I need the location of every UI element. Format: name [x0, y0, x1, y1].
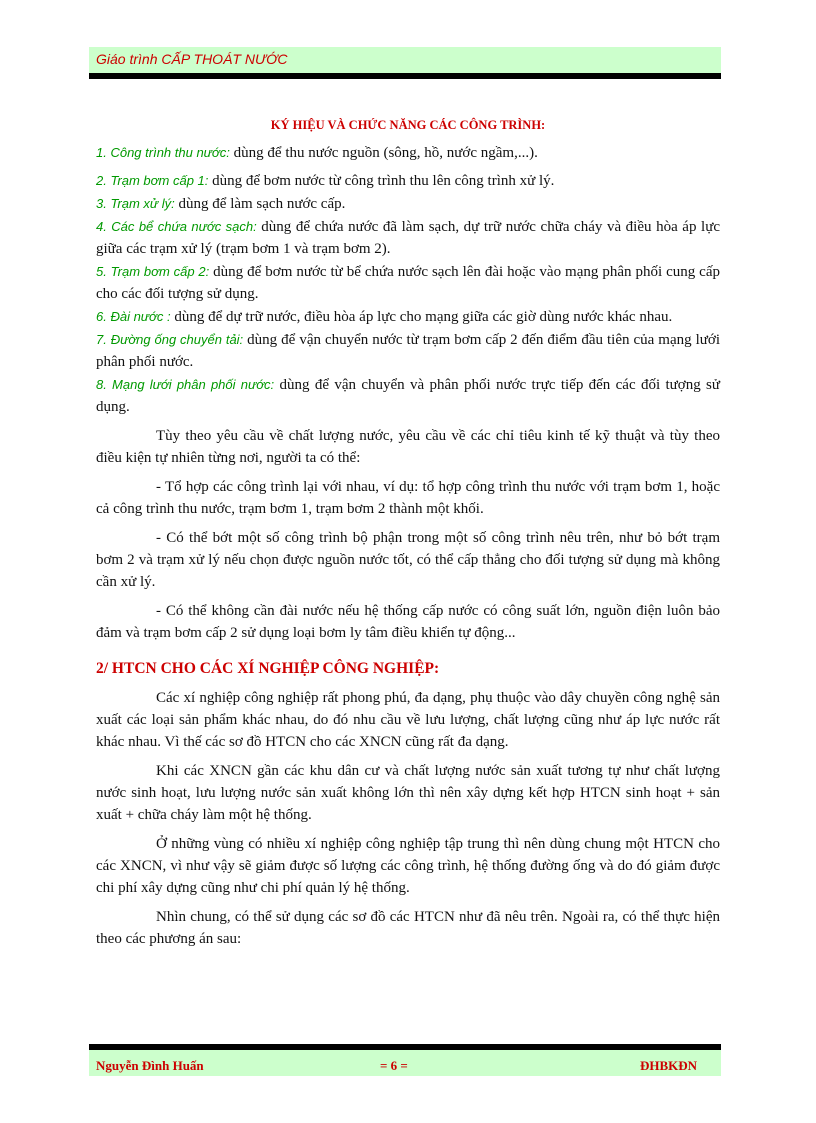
paragraph: Các xí nghiệp công nghiệp rất phong phú, đa dạng, phụ thuộc vào dây chuyền công nghệ sản xuất các loại sản phẩm khác nhau, do đó nhu cầu về lưu lượng, chất lượng cũng như áp lực nước rất khác nhau. Vì thế các sơ đồ HTCN cho các XNCN cũng rất đa dạng.	[96, 690, 720, 750]
footer-author: Nguyễn Đình Huấn	[96, 1058, 204, 1073]
item-label: 1. Công trình thu nước:	[96, 145, 230, 160]
item-label: 8. Mạng lưới phân phối nước:	[96, 377, 275, 392]
list-item	[96, 374, 720, 418]
section-heading: 2/ HTCN CHO CÁC XÍ NGHIỆP CÔNG NGHIỆP:	[96, 660, 440, 677]
item-text: dùng để dự trữ nước, điều hòa áp lực cho mạng giữa các giờ dùng nước khác nhau.	[170, 309, 673, 325]
item-label: 2. Trạm bơm cấp 1:	[96, 173, 209, 188]
page-content	[96, 114, 720, 950]
paragraph: Nhìn chung, có thể sử dụng các sơ đồ các HTCN như đã nêu trên. Ngoài ra, có thể thực hiện theo các phương án sau:	[96, 909, 720, 947]
page-number: = 6 =	[380, 1058, 408, 1073]
item-text: dùng để vận chuyển và phân phối nước trực tiếp đến các đối tượng sử dụng.	[96, 377, 720, 415]
paragraph: Khi các XNCN gần các khu dân cư và chất lượng nước sản xuất tương tự như chất lượng nước sinh hoạt, lưu lượng nước sản xuất không lớn thì nên xây dựng kết hợp HTCN sinh hoạt + sản xuất + chữa cháy làm một hệ thống.	[96, 763, 720, 823]
item-label: 3. Trạm xử lý:	[96, 196, 175, 211]
item-text: dùng để bơm nước từ công trình thu lên công trình xử lý.	[208, 173, 555, 189]
item-text: dùng để thu nước nguồn (sông, hồ, nước ngầm,...).	[229, 145, 538, 161]
paragraph: Tùy theo yêu cầu về chất lượng nước, yêu cầu về các chỉ tiêu kinh tế kỹ thuật và tùy theo điều kiện tự nhiên từng nơi, người ta có thể:	[96, 428, 720, 466]
footer-institution: ĐHBKĐN	[640, 1058, 698, 1073]
header-title: Giáo trình CẤP THOÁT NƯỚC	[96, 51, 288, 67]
list-item	[96, 170, 720, 192]
item-text: dùng để vận chuyển nước từ trạm bơm cấp 2 đến điểm đầu tiên của mạng lưới phân phối nước.	[96, 332, 720, 370]
paragraph: - Tổ hợp các công trình lại với nhau, ví dụ: tổ hợp công trình thu nước với trạm bơm 1, hoặc cả công trình thu nước, trạm bơm 1, trạm bơm 2 thành một khối.	[96, 479, 720, 517]
item-text: dùng để làm sạch nước cấp.	[174, 196, 346, 212]
list-item	[96, 261, 720, 305]
item-label: 4. Các bể chứa nước sạch:	[96, 219, 257, 234]
paragraph: - Có thể không cần đài nước nếu hệ thống cấp nước có công suất lớn, nguồn điện luôn bảo đảm và trạm bơm cấp 2 sử dụng loại bơm ly tâm điều khiển tự động...	[96, 603, 720, 641]
list-item	[96, 142, 720, 164]
list-item	[96, 193, 720, 215]
header-rule	[89, 73, 721, 79]
list-item	[96, 216, 720, 260]
paragraph: - Có thể bớt một số công trình bộ phận trong một số công trình nêu trên, như bỏ bớt trạm bơm 2 và trạm xử lý nếu chọn được nguồn nước tốt, có thể cấp thẳng cho đối tượng sử dụng mà không cần xử lý.	[96, 530, 720, 590]
section-title: KÝ HIỆU VÀ CHỨC NĂNG CÁC CÔNG TRÌNH:	[270, 118, 546, 132]
item-label: 5. Trạm bơm cấp 2:	[96, 264, 210, 279]
list-item	[96, 306, 720, 328]
item-label: 6. Đài nước :	[96, 309, 171, 324]
item-text: dùng để bơm nước từ bể chứa nước sạch lên đài hoặc vào mạng phân phối cung cấp cho các đối tượng sử dụng.	[96, 264, 720, 302]
item-label: 7. Đường ống chuyển tải:	[96, 332, 244, 347]
list-item	[96, 329, 720, 373]
paragraph: Ở những vùng có nhiều xí nghiệp công nghiệp tập trung thì nên dùng chung một HTCN cho các XNCN, vì như vậy sẽ giảm được số lượng các công trình, hệ thống đường ống và do đó giảm được chi phí xây dựng cũng như chi phí quản lý hệ thống.	[96, 836, 720, 896]
item-text: dùng để chứa nước đã làm sạch, dự trữ nước chữa cháy và điều hòa áp lực giữa các trạm xử lý (trạm bơm 1 và trạm bơm 2).	[96, 219, 720, 257]
